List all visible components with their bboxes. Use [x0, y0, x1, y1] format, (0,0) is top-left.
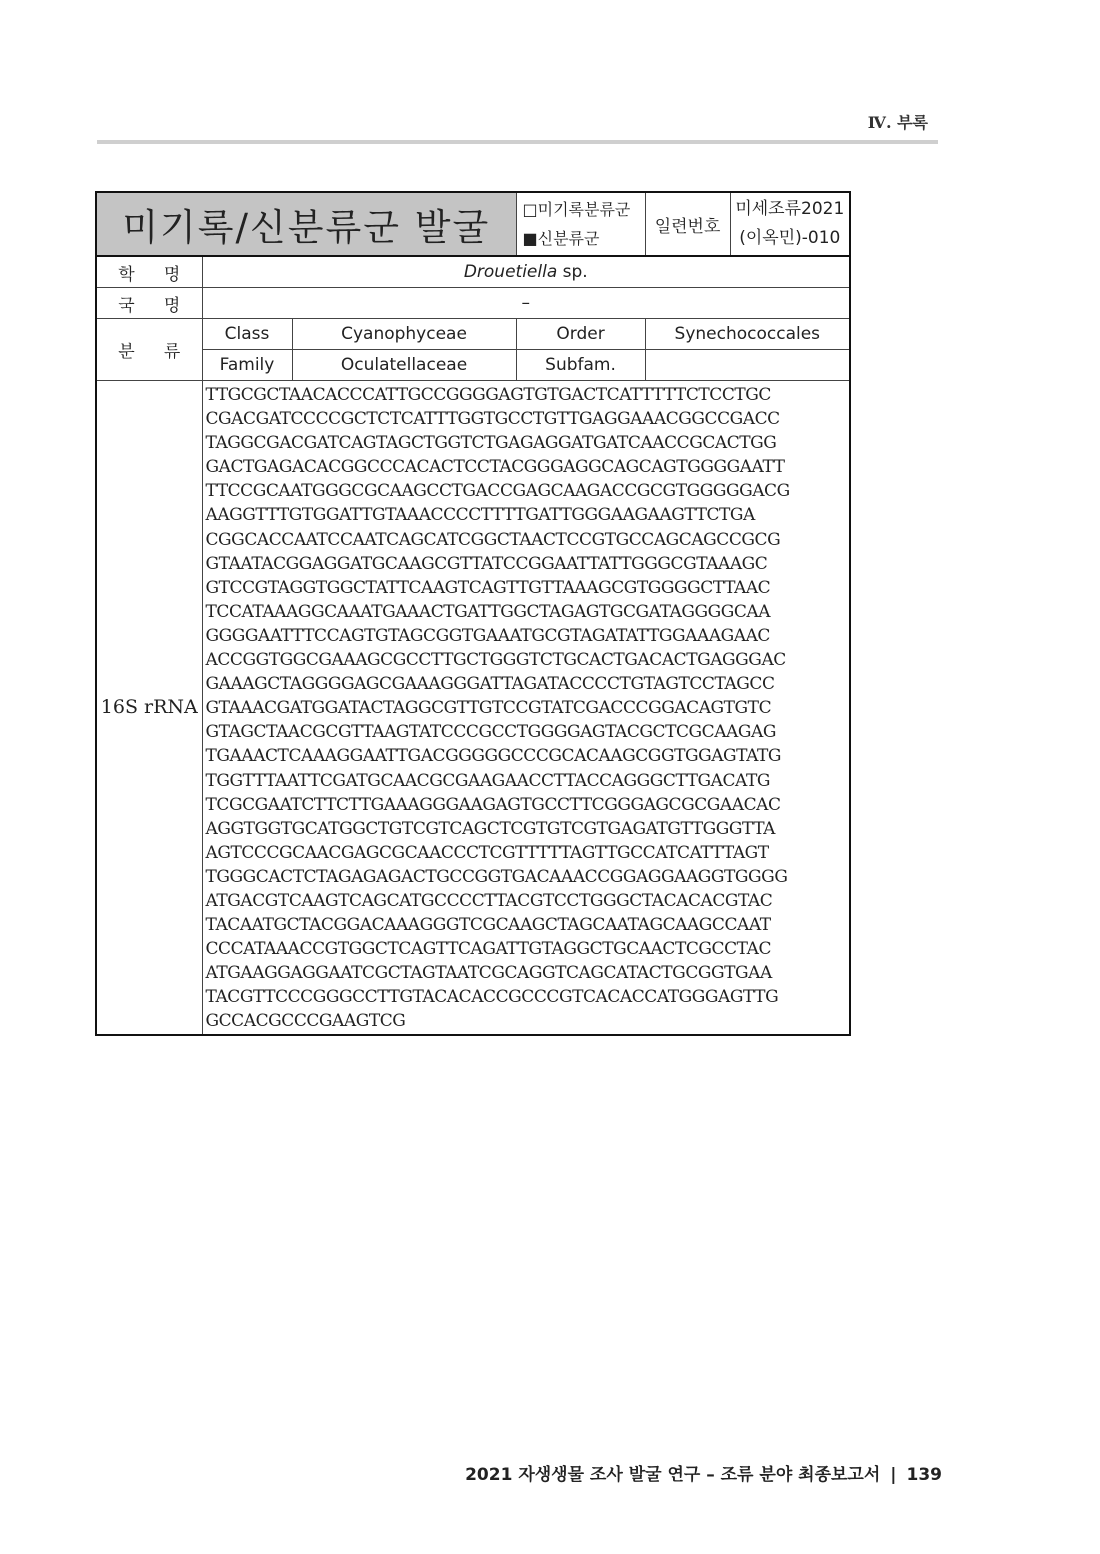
species-suffix: sp.	[557, 262, 588, 282]
sequence-line: GGGGAATTTCCAGTGTAGCGGTGAAATGCGTAGATATTGGAAAGAAC	[205, 625, 770, 646]
page-footer	[465, 1460, 942, 1485]
sequence-line: CCCATAAACCGTGGCTCAGTTCAGATTGTAGGCTGCAACTCGCCTAC	[205, 939, 772, 960]
sequence-line: TACGTTCCCGGGCCTTGTACACACCGCCCGTCACACCATGGGAGTTG	[205, 987, 779, 1008]
classification-label: 분 류	[96, 319, 202, 381]
sequence-line: TGGTTTAATTCGATGCAACGCGAAGAACCTTACCAGGGCTTGACATG	[205, 770, 770, 791]
sequence-lines	[206, 383, 850, 1034]
report-title: 2021 자생생물 조사 발굴 연구 – 조류 분야 최종보고서	[465, 1465, 881, 1485]
family-value: Oculatellaceae	[292, 350, 516, 381]
class-value: Cyanophyceae	[292, 319, 516, 350]
sequence-line: TAGGCGACGATCAGTAGCTGGTCTGAGAGGATGATCAACCGCACTGG	[205, 433, 777, 454]
serial-line-2: (이옥민)-010	[739, 228, 841, 248]
sequence-line: TGAAACTCAAAGGAATTGACGGGGGCCCGCACAAGCGGTGGAGTATG	[205, 746, 782, 767]
sequence-line: TTCCGCAATGGGCGCAAGCCTGACCGAGCAAGACCGCGTGGGGGACG	[205, 481, 790, 502]
sequence-line: GTAATACGGAGGATGCAAGCGTTATCCGGAATTATTGGGCGTAAAGC	[205, 553, 768, 574]
record-table	[95, 191, 851, 1036]
sequence-line: GCCACGCCCGAAGTCG	[205, 1011, 406, 1032]
sequence-line: ATGACGTCAAGTCAGCATGCCCCTTACGTCCTGGGCTACACACGTAC	[205, 890, 773, 911]
sequence-line: GTAGCTAACGCGTTAAGTATCCCGCCTGGGGAGTACGCTCGCAAGAG	[205, 722, 776, 743]
sequence-line: TACAATGCTACGGACAAAGGGTCGCAAGCTAGCAATAGCAAGCCAAT	[205, 915, 771, 936]
serial-number-label: 일련번호	[645, 192, 730, 256]
section-header: Ⅳ. 부록	[867, 113, 928, 132]
sequence-line: TCCATAAAGGCAAATGAAACTGATTGGCTAGAGTGCGATAGGGGCAA	[205, 601, 771, 622]
sequence-line: AAGGTTTGTGGATTGTAAACCCCTTTTGATTGGGAAGAAGTTCTGA	[205, 505, 755, 526]
footer-separator: |	[890, 1465, 897, 1485]
sequence-line: TTGCGCTAACACCCATTGCCGGGGAGTGTGACTCATTTTTCTCCTGC	[205, 385, 771, 405]
order-value: Synechococcales	[645, 319, 850, 350]
sequence-line: GTAAACGATGGATACTAGGCGTTGTCCGTATCGACCCGGACAGTGTC	[205, 698, 772, 719]
subfamily-value	[645, 350, 850, 381]
serial-number-value	[730, 192, 850, 256]
record-title: 미기록/신분류군 발굴	[96, 192, 516, 256]
family-label: Family	[202, 350, 292, 381]
genus-name: Drouetiella	[463, 262, 558, 282]
header-divider	[97, 140, 938, 144]
sequence-line: ACCGGTGGCGAAAGCGCCTTGCTGGGTCTGCACTGACACTGAGGGAC	[205, 650, 786, 671]
sequence-line: CGACGATCCCCGCTCTCATTTGGTGCCTGTTGAGGAAACGGCCGACC	[205, 409, 780, 430]
sequence-line: GTCCGTAGGTGGCTATTCAAGTCAGTTGTTAAAGCGTGGGGCTTAAC	[205, 577, 771, 598]
subfamily-label: Subfam.	[516, 350, 645, 381]
class-label: Class	[202, 319, 292, 350]
sequence-line: GACTGAGACACGGCCCACACTCCTACGGGAGGCAGCAGTGGGGAATT	[205, 457, 785, 478]
taxon-status-options	[516, 192, 645, 256]
sequence-block	[202, 381, 850, 1035]
sequence-line: TCGCGAATCTTCTTGAAAGGGAAGAGTGCCTTCGGGAGCGCGAACAC	[205, 794, 781, 815]
sequence-line: GAAAGCTAGGGGAGCGAAAGGGATTAGATACCCCTGTAGTCCTAGCC	[205, 674, 775, 695]
order-label: Order	[516, 319, 645, 350]
sequence-line: CGGCACCAATCCAATCAGCATCGGCTAACTCCGTGCCAGCAGCCGCG	[205, 529, 781, 550]
sequence-line: TGGGCACTCTAGAGAGACTGCCGGTGACAAACCGGAGGAAGGTGGGG	[205, 866, 788, 887]
sequence-line: ATGAAGGAGGAATCGCTAGTAATCGCAGGTCAGCATACTGCGGTGAA	[205, 963, 772, 984]
korean-name-value: –	[202, 288, 850, 319]
scientific-name-value	[202, 256, 850, 288]
option-new-taxon: ■신분류군	[522, 229, 600, 248]
korean-name-label: 국 명	[96, 288, 202, 319]
sequence-label: 16S rRNA	[96, 381, 202, 1035]
sequence-line: AGGTGGTGCATGGCTGTCGTCAGCTCGTGTCGTGAGATGTTGGGTTA	[205, 818, 776, 839]
page-number: 139	[906, 1465, 942, 1485]
serial-line-1: 미세조류2021	[735, 199, 845, 219]
sequence-line: AGTCCCGCAACGAGCGCAACCCTCGTTTTTAGTTGCCATCATTTAGT	[205, 842, 769, 863]
option-unrecorded: □미기록분류군	[522, 200, 631, 219]
scientific-name-label: 학 명	[96, 256, 202, 288]
